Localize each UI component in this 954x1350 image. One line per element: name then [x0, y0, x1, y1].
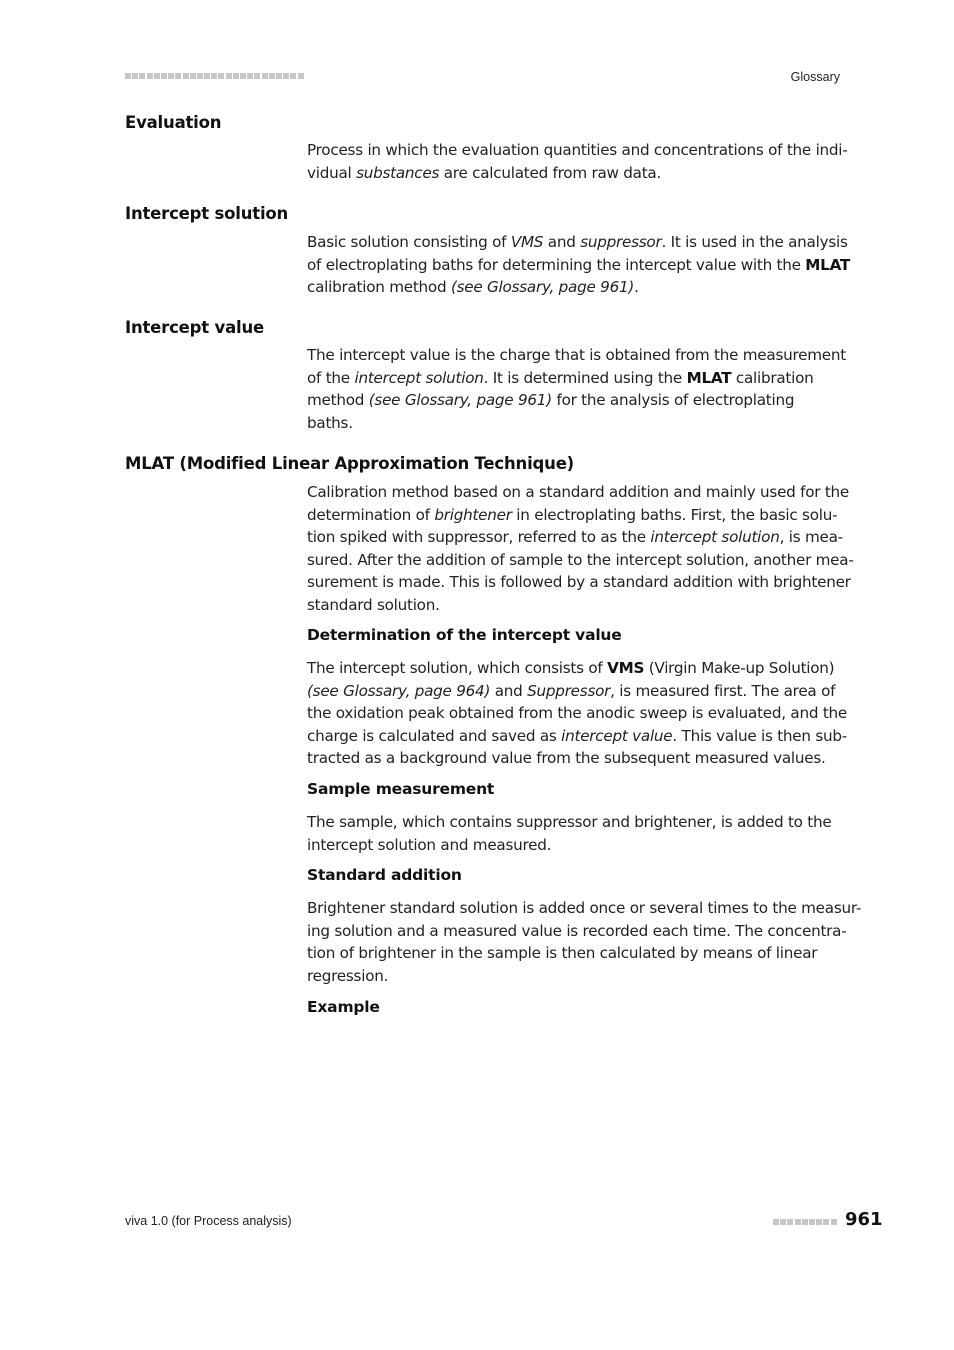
header-decoration	[125, 73, 304, 79]
footer-decoration	[773, 1219, 837, 1225]
footer-product: viva 1.0 (for Process analysis)	[125, 1214, 292, 1228]
heading-standard-addition: Standard addition	[307, 866, 462, 884]
heading-sample-measurement: Sample measurement	[307, 780, 495, 798]
term-evaluation: Evaluation	[125, 113, 222, 132]
glossary-link[interactable]: (see Glossary, page 961)	[368, 391, 552, 410]
text-determination: The intercept solution, which consists of VMS (Virgin Make-up Solution) (see Glossary, page 964) and Suppressor, is measured first. The area of the oxidation peak obtained from the anodic sweep is evaluated, and the charge is calculated and saved as intercept value. This value is then sub- tracted as a background value from the subsequent measured values.	[307, 659, 848, 768]
text-sample-measurement: The sample, which contains suppressor and brightener, is added to the intercept solution and measured.	[307, 813, 832, 854]
definition-intercept-solution: Basic solution consisting of VMS and suppressor. It is used in the analysis of electroplating baths for determining the intercept value with the MLAT calibration method (see Glossary, page 961).	[307, 233, 851, 297]
heading-example: Example	[307, 998, 380, 1016]
term-intercept-solution: Intercept solution	[125, 204, 289, 223]
definition-intercept-value: The intercept value is the charge that is obtained from the measurement of the intercept solution. It is determined using the MLAT calibration method (see Glossary, page 961) for the analysis of electroplating baths.	[307, 346, 846, 432]
glossary-link[interactable]: (see Glossary, page 961)	[450, 278, 635, 297]
definition-evaluation: Process in which the evaluation quantities and concentrations of the indi- vidual substances are calculated from raw data.	[307, 141, 848, 182]
text-standard-addition: Brightener standard solution is added once or several times to the measur- ing solution and a measured value is recorded each time. The concentra- tion of brightener in the sample is then calculated by means of linear regression.	[307, 899, 862, 985]
page-number: 961	[845, 1209, 883, 1230]
term-intercept-value: Intercept value	[125, 318, 264, 337]
glossary-link[interactable]: (see Glossary, page 964)	[307, 681, 491, 700]
definition-mlat: Calibration method based on a standard addition and mainly used for the determination of brightener in electroplating baths. First, the basic solu- tion spiked with suppressor, referred to as the intercept solution, is mea- sured. After the addition of sample to the intercept solution, another mea- surement is made. This is followed by a standard addition with brightener standard solution.	[307, 483, 854, 614]
running-header: Glossary	[790, 70, 840, 84]
heading-determination: Determination of the intercept value	[307, 626, 622, 644]
term-mlat: MLAT (Modified Linear Approximation Technique)	[125, 454, 575, 473]
